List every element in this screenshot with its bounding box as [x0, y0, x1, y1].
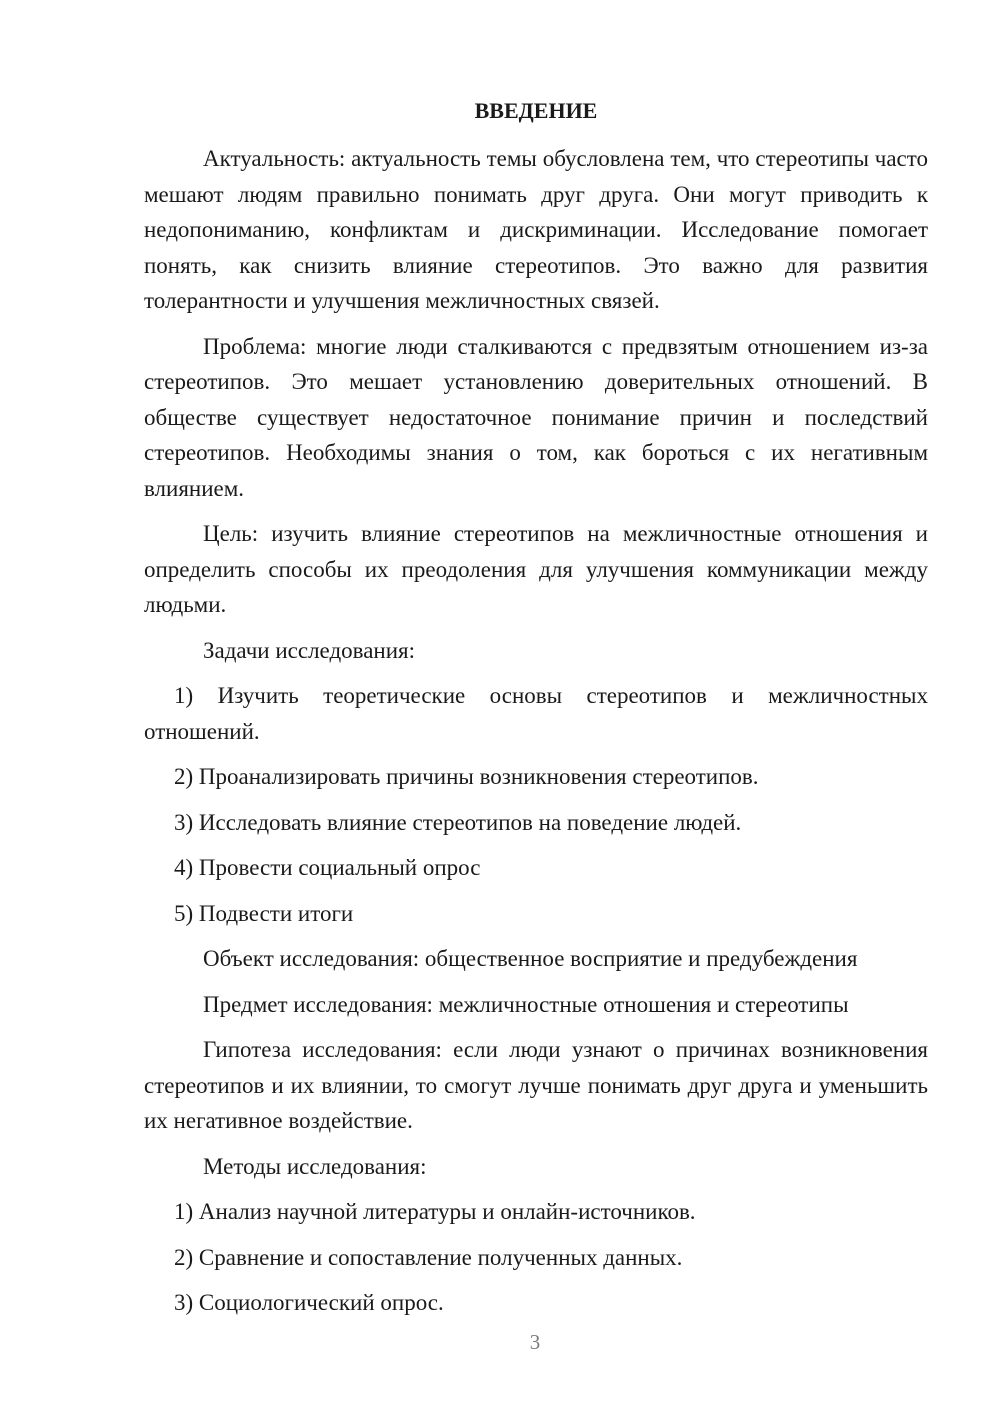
section-title: ВВЕДЕНИЕ	[474, 98, 598, 123]
list-item: 2) Проанализировать причины возникновения стереотипов.	[174, 764, 759, 789]
list-item: 3) Социологический опрос.	[174, 1290, 444, 1315]
list-item: 1) Анализ научной литературы и онлайн-источников.	[174, 1199, 696, 1224]
page-number: 3	[529, 1330, 541, 1354]
goal-paragraph: Цель: изучить влияние стереотипов на межличностные отношения и определить способы их преодоления для улучшения коммуникации между людьми.	[144, 521, 928, 617]
list-item: 5) Подвести итоги	[174, 900, 354, 926]
tasks-heading: Задачи исследования:	[203, 637, 416, 663]
relevance-paragraph: Актуальность: актуальность темы обусловлена тем, что стереотипы часто мешают людям правильно понимать друг друга. Они могут приводить к недопониманию, конфликтам и дискриминации. Исследование помогает понять, как снизить влияние стереотипов. Это важно для развития толерантности и улучшения межличностных связей.	[144, 146, 928, 313]
list-item: 2) Сравнение и сопоставление полученных данных.	[174, 1244, 683, 1270]
list-item: 1) Изучить теоретические основы стереотипов и межличностных отношений.	[144, 683, 928, 744]
hypothesis-paragraph: Гипотеза исследования: если люди узнают о причинах возникновения стереотипов и их влиянии, то смогут лучше понимать друг друга и уменьшить их негативное воздействие.	[144, 1037, 928, 1133]
object-paragraph: Объект исследования: общественное восприятие и предубеждения	[203, 946, 858, 971]
list-item: 3) Исследовать влияние стереотипов на поведение людей.	[174, 809, 742, 835]
document-body	[144, 93, 928, 1331]
subject-paragraph: Предмет исследования: межличностные отношения и стереотипы	[203, 991, 849, 1017]
methods-heading: Методы исследования:	[203, 1153, 427, 1179]
problem-paragraph: Проблема: многие люди сталкиваются с предвзятым отношением из-за стереотипов. Это мешает установлению доверительных отношений. В обществе существует недостаточное понимание причин и последствий стереотипов. Необходимы знания о том, как бороться с их негативным влиянием.	[144, 333, 928, 501]
tasks-list	[144, 678, 928, 931]
methods-list	[144, 1194, 928, 1321]
list-item: 4) Провести социальный опрос	[174, 855, 481, 880]
